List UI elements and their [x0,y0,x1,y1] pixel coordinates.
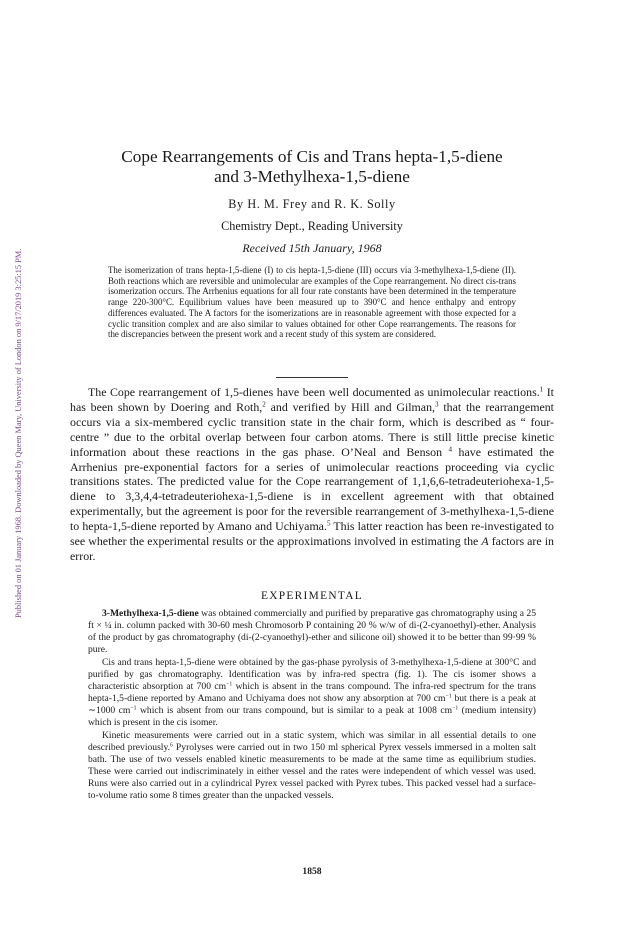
download-watermark [3,118,23,618]
experimental-paragraph-1 [88,608,536,657]
received-day-month: 15th January, 1968 [288,241,382,255]
reference-6: 6 [170,742,173,749]
exp-p2-text-3: but there is a peak at ∼1000 cm [88,693,536,717]
article-title-line2: and 3-Methylhexa-1,5-diene [214,167,410,186]
exp-p2-text-2: which is absent in the trans compound. The infra-red spectrum for the trans hepta-1,5-diene reported by Amano and Uchiyama does not show any absorption at 700 cm [88,680,536,705]
exp-p2-text-1: Cis and trans hepta-1,5-diene were obtained by the gas-phase pyrolysis of 3-methylhexa-1,5-diene at 300°C and purified by gas chromatography. Identification was by infra-red spectra (fig. 1). The cis isomer shows a characteristic absorption at 700 cm [88,656,536,692]
intro-text-3: and verified by Hill and Gilman, [265,399,435,414]
unit-exponent: −1 [452,705,459,712]
article-title [60,147,564,187]
received-label: Received [242,241,286,255]
introduction-paragraph [70,385,554,564]
intro-text-4: that the rearrangement occurs via a six-membered cyclic transition state in the chair form, which is described as “ four-centre ” due to the orbital overlap between four carbon atoms. There is still little precise kinetic information about these reactions in the gas phase. O’Neal and Benson [70,399,554,459]
a-factor-symbol: A [481,534,489,549]
exp-p2-text-5: (medium intensity) which is present in the cis isomer. [88,705,536,729]
reference-1: 1 [539,385,544,394]
reference-5: 5 [326,519,331,528]
unit-exponent: −1 [130,705,137,712]
intro-text-1: The Cope rearrangement of 1,5-dienes have been well documented as unimolecular reactions. [88,385,540,399]
section-divider [276,377,348,378]
intro-text-6: This latter reaction has been re-investigated to see whether the experimental results or the approximations involved in estimating the [70,519,554,549]
experimental-paragraph-3 [88,730,536,803]
abstract: The isomerization of trans hepta-1,5-diene (I) to cis hepta-1,5-diene (III) occurs via 3-methylhexa-1,5-diene (II). Both reactions which are reversible and unimolecular are examples of the Cope rearrangement. No direct cis-trans isomerization occurs. The Arrhenius equations for all four rate constants have been determined in the temperature range 220-300°C. Equilibrium values have been measured up to 390°C and hence enthalpy and entropy differences evaluated. The A factors for the isomerizations are in reasonable agreement with those expected for a cyclic transition complex and are also similar to values obtained for other Cope rearrangements. The reasons for the discrepancies between the present work and a recent study of this system are considered. [108,265,516,340]
intro-text-5: have estimated the Arrhenius pre-exponential factors for a series of unimolecular reactions proceeding via cyclic transitions states. The predicted value for the Cope rearrangement of 1,1,6,6-tetradeuteriohexa-1,5-diene to 3,3,4,4-tetradeuteriohexa-1,5-diene is in excellent agreement with that obtained experimentally, but the agreement is poor for the reversible rearrangement of 3-methylhexa-1,5-diene to hepta-1,5-diene reported by Amano and Uchiyama. [70,444,554,534]
reference-4: 4 [448,445,453,454]
intro-text-2: It has been shown by Doering and Roth, [70,385,554,414]
intro-text-7: factors are in error. [70,534,554,563]
section-heading-experimental: EXPERIMENTAL [260,590,363,602]
article-title-line1: Cope Rearrangements of Cis and Trans hepta-1,5-diene [121,147,503,166]
reference-3: 3 [435,400,439,409]
exp-p3-text-2: Pyrolyses were carried out in two 150 ml spherical Pyrex vessels immersed in a molten salt bath. The use of two vessels enabled kinetic measurements to be made at the same time as equilibrium studies. These were carried out indiscriminately in either vessel and the rates were independent of which vessel was used. Runs were also carried out in a cylindrical Pyrex vessel packed with Pyrex tubes. This packed vessel had a surface-to-volume ratio some 8 times greater than the unpacked vessels. [88,741,536,802]
experimental-section [88,608,536,803]
exp-p2-text-4: which is absent from our trans compound, but is similar to a peak at 1008 cm [136,705,453,717]
exp-p1-text: was obtained commercially and purified by preparative gas chromatography using a 25 ft × ¼ in. column packed with 30-60 mesh Chromosorb P containing 20 % w/w of di-(2-cyanoethyl)-ether. Analysis of the product by gas chromatography (di-(2-cyanoethyl)-ether and silicone oil) showed it to be better than 99·99 % pure. [88,608,536,656]
experimental-paragraph-2 [88,657,536,730]
affiliation: Chemistry Dept., Reading University [221,219,403,233]
unit-exponent: −1 [226,681,233,688]
unit-exponent: −1 [445,693,452,700]
received-date [60,241,564,256]
reference-2: 2 [262,400,266,409]
compound-name: 3-Methylhexa-1,5-diene [102,608,199,619]
page-number: 1858 [302,866,322,877]
authors: By H. M. Frey and R. K. Solly [228,197,396,211]
exp-p3-text-1: Kinetic measurements were carried out in a static system, which was similar in all essential details to one described previously. [88,729,536,753]
download-watermark-text: Published on 01 January 1968. Downloaded by Queen Mary, University of London on 9/17/2019 3:25:15 PM. [14,248,23,618]
